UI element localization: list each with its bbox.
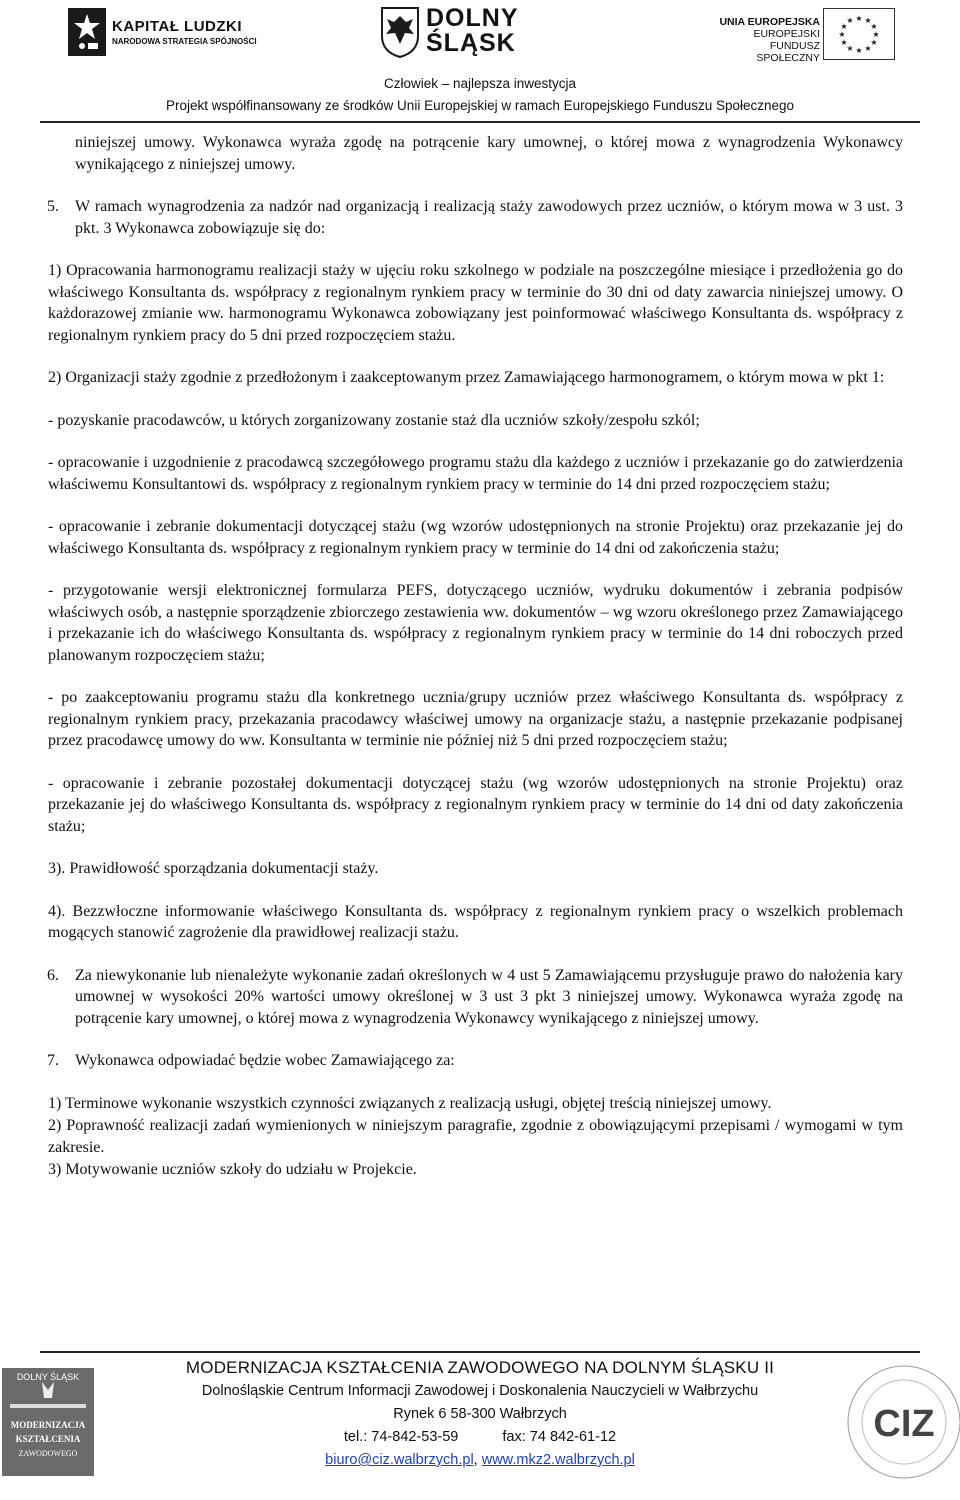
dolny-slask-line2: ŚLĄSK bbox=[426, 29, 516, 57]
kapital-ludzki-logo bbox=[68, 6, 258, 62]
svg-text:★: ★ bbox=[870, 38, 878, 47]
paragraph-continuation: niniejszej umowy. Wykonawca wyraża zgodę na potrącenie kary umownej, o której mowa z wynagrodzenia Wykonawcy wynikającego z niniejszej umowy. bbox=[75, 134, 903, 173]
ciz-logo bbox=[842, 1358, 960, 1488]
subpoint-3: 3). Prawidłowość sporządzania dokumentacji staży. bbox=[48, 860, 379, 877]
dolny-slask-logo bbox=[380, 6, 580, 62]
clause-5-number: 5. bbox=[47, 198, 59, 215]
footer-tel: tel.: 74-842-53-59 bbox=[343, 1429, 459, 1445]
kapital-ludzki-subtitle: NARODOWA STRATEGIA SPÓJNOŚCI bbox=[112, 37, 257, 46]
footer-fax: fax: 74 842-61-12 bbox=[502, 1429, 617, 1445]
document-body bbox=[48, 132, 903, 1182]
dolny-slask-line1: DOLNY bbox=[426, 4, 519, 32]
svg-text:★: ★ bbox=[846, 44, 854, 53]
eu-logo bbox=[710, 6, 900, 62]
ciz-logo-text: CIZ bbox=[873, 1403, 935, 1445]
eu-line1: UNIA EUROPEJSKA bbox=[719, 16, 820, 28]
subpoint-1: 1) Opracowania harmonogramu realizacji staży w ujęciu roku szkolnego w podziale na poszczególne miesiące i przedłożenia go do właściwego Konsultanta ds. współpracy z regionalnym rynkiem pracy w terminie do 30 dni od daty zawarcia niniejszej umowy. O każdorazowej zmianie ww. harmonogramu Wykonawca zobowiązany jest poinformować właściwego Konsultanta ds. współpracy z regionalnym rynkiem pracy do 5 dni przed rozpoczęciem stażu. bbox=[48, 262, 903, 344]
eagle-shield-icon bbox=[380, 6, 420, 58]
svg-text:★: ★ bbox=[855, 46, 863, 55]
svg-text:★: ★ bbox=[838, 30, 846, 39]
footer-website-link[interactable]: www.mkz2.walbrzych.pl bbox=[481, 1452, 635, 1468]
ciz-logo-icon bbox=[842, 1358, 960, 1488]
kapital-ludzki-emblem-icon bbox=[68, 8, 108, 58]
svg-text:★: ★ bbox=[872, 30, 880, 39]
dash-item-3: - opracowanie i zebranie dokumentacji dotyczącej stażu (wg wzorów udostępnionych na stronie Projektu) oraz przekazanie jej do właściwego Konsultanta ds. współpracy z regionalnym rynkiem pracy w terminie do 14 dni od zakończenia stażu; bbox=[48, 518, 903, 557]
svg-text:★: ★ bbox=[855, 14, 863, 23]
clause-7 bbox=[48, 1050, 903, 1072]
mkz-logo-text1: DOLNY ŚLĄSK bbox=[16, 1372, 80, 1382]
clause-6-text: Za niewykonanie lub nienależyte wykonanie zadań określonych w 4 ust 5 Zamawiającemu przysługuje prawo do nałożenia kary umownej w wysokości 20% wartości umowy określonej w 3 ust 3 pkt 3 niniejszej umowy. Wykonawca wyraża zgodę na potrącenie kary umownej, o której mowa z wynagrodzenia Wykonawcy wynikającego z niniejszej umowy. bbox=[75, 966, 903, 1027]
svg-text:KSZTAŁCENIA: KSZTAŁCENIA bbox=[15, 1434, 81, 1444]
subpoint-4: 4). Bezzwłoczne informowanie właściwego Konsultanta ds. współpracy z regionalnym rynkiem pracy o wszelkich problemach mogących stanowić zagrożenie dla prawidłowej realizacji stażu. bbox=[48, 902, 903, 941]
footer-links bbox=[0, 1449, 960, 1472]
dash-item-5: - po zaakceptowaniu programu stażu dla konkretnego ucznia/grupy uczniów przez właściwego Konsultanta ds. współpracy z regionalnym rynkiem pracy, przekazania pracodawcy właściwej umowy na organizacje stażu, a następnie przekazanie podpisanej przez pracodawcę umowy do ww. Konsultanta w terminie nie później niż 5 dni przed rozpoczęciem stażu; bbox=[48, 689, 903, 749]
responsibility-1: 1) Terminowe wykonanie wszystkich czynności związanych z realizacją usługi, objętej treścią niniejszej umowy. bbox=[48, 1094, 772, 1112]
footer-link-separator: , bbox=[473, 1452, 482, 1468]
footer-email-link[interactable]: biuro@ciz.walbrzych.pl bbox=[325, 1452, 474, 1468]
dash-item-1: - pozyskanie pracodawców, u których zorganizowany zostanie staż dla uczniów szkoły/zespołu szkól; bbox=[48, 411, 700, 429]
svg-text:MODERNIZACJA: MODERNIZACJA bbox=[10, 1420, 86, 1430]
svg-text:★: ★ bbox=[846, 16, 854, 25]
svg-text:★: ★ bbox=[870, 22, 878, 31]
clause-6 bbox=[48, 965, 903, 1030]
header-tagline: Człowiek – najlepsza inwestycja bbox=[383, 76, 577, 91]
eu-line2: EUROPEJSKI bbox=[753, 28, 820, 40]
footer-institution: Dolnośląskie Centrum Informacji Zawodowej i Doskonalenia Nauczycieli w Wałbrzychu bbox=[201, 1383, 759, 1399]
subpoint-2: 2) Organizacji staży zgodnie z przedłożonym i zaakceptowanym przez Zamawiającego harmonogramem, o którym mowa w pkt 1: bbox=[48, 369, 885, 386]
clause-6-number: 6. bbox=[47, 966, 59, 984]
responsibility-3: 3) Motywowanie uczniów szkoły do udziału w Projekcie. bbox=[48, 1161, 417, 1178]
page-footer bbox=[0, 1352, 960, 1500]
kapital-ludzki-title: KAPITAŁ LUDZKI bbox=[112, 18, 243, 35]
footer-contact bbox=[0, 1426, 960, 1449]
responsibility-2: 2) Poprawność realizacji zadań wymienionych w niniejszym paragrafie, zgodnie z obowiązującymi przepisami / wymogami w tym zakresie. bbox=[48, 1117, 903, 1156]
svg-text:ZAWODOWEGO: ZAWODOWEGO bbox=[18, 1449, 78, 1458]
footer-address: Rynek 6 58-300 Wałbrzych bbox=[393, 1406, 567, 1422]
footer-project-title: MODERNIZACJA KSZTAŁCENIA ZAWODOWEGO NA DOLNYM ŚLĄSKU II bbox=[185, 1358, 775, 1377]
clause-7-number: 7. bbox=[47, 1052, 59, 1069]
svg-text:★: ★ bbox=[840, 38, 848, 47]
svg-text:★: ★ bbox=[864, 16, 872, 25]
header-project-line: Projekt współfinansowany ze środków Unii Europejskiej w ramach Europejskiego Funduszu Społecznego bbox=[165, 98, 795, 113]
page-header bbox=[0, 0, 960, 122]
clause-5 bbox=[48, 196, 903, 239]
clause-7-text: Wykonawca odpowiadać będzie wobec Zamawiającego za: bbox=[75, 1052, 455, 1069]
dash-item-2: - opracowanie i uzgodnienie z pracodawcą szczegółowego programu stażu dla każdego z uczniów i przekazanie go do zatwierdzenia właściwemu Konsultantowi ds. współpracy z regionalnym rynkiem pracy w terminie do 14 dni przed rozpoczęciem stażu; bbox=[48, 454, 903, 493]
dash-item-6: - opracowanie i zebranie pozostałej dokumentacji dotyczącej stażu (wg wzorów udostępnionych na stronie Projektu) oraz przekazanie jej do właściwego Konsultanta ds. współpracy z regionalnym rynkiem pracy w terminie do 14 dni od daty zakończenia stażu; bbox=[48, 774, 903, 835]
clause-5-text: W ramach wynagrodzenia za nadzór nad organizacją i realizacją staży zawodowych przez uczniów, o którym mowa w 3 ust. 3 pkt. 3 Wykonawca zobowiązuje się do: bbox=[75, 198, 903, 237]
header-divider bbox=[40, 121, 920, 123]
svg-text:★: ★ bbox=[840, 22, 848, 31]
dash-item-4: - przygotowanie wersji elektronicznej formularza PEFS, dotyczącego uczniów, wydruku dokumentów i zebrania podpisów właściwych osób, a następnie sporządzenie zbiorczego zestawienia ww. dokumentów – wg wzoru określonego przez Zamawiającego i przekazanie ich do właściwego Konsultanta ds. współpracy z regionalnym rynkiem pracy w terminie do 14 dni roboczych przed planowanym rozpoczęciem stażu; bbox=[48, 582, 903, 664]
svg-text:★: ★ bbox=[864, 44, 872, 53]
eu-line3: FUNDUSZ SPOŁECZNY bbox=[756, 40, 820, 64]
eu-flag-icon bbox=[823, 8, 895, 60]
